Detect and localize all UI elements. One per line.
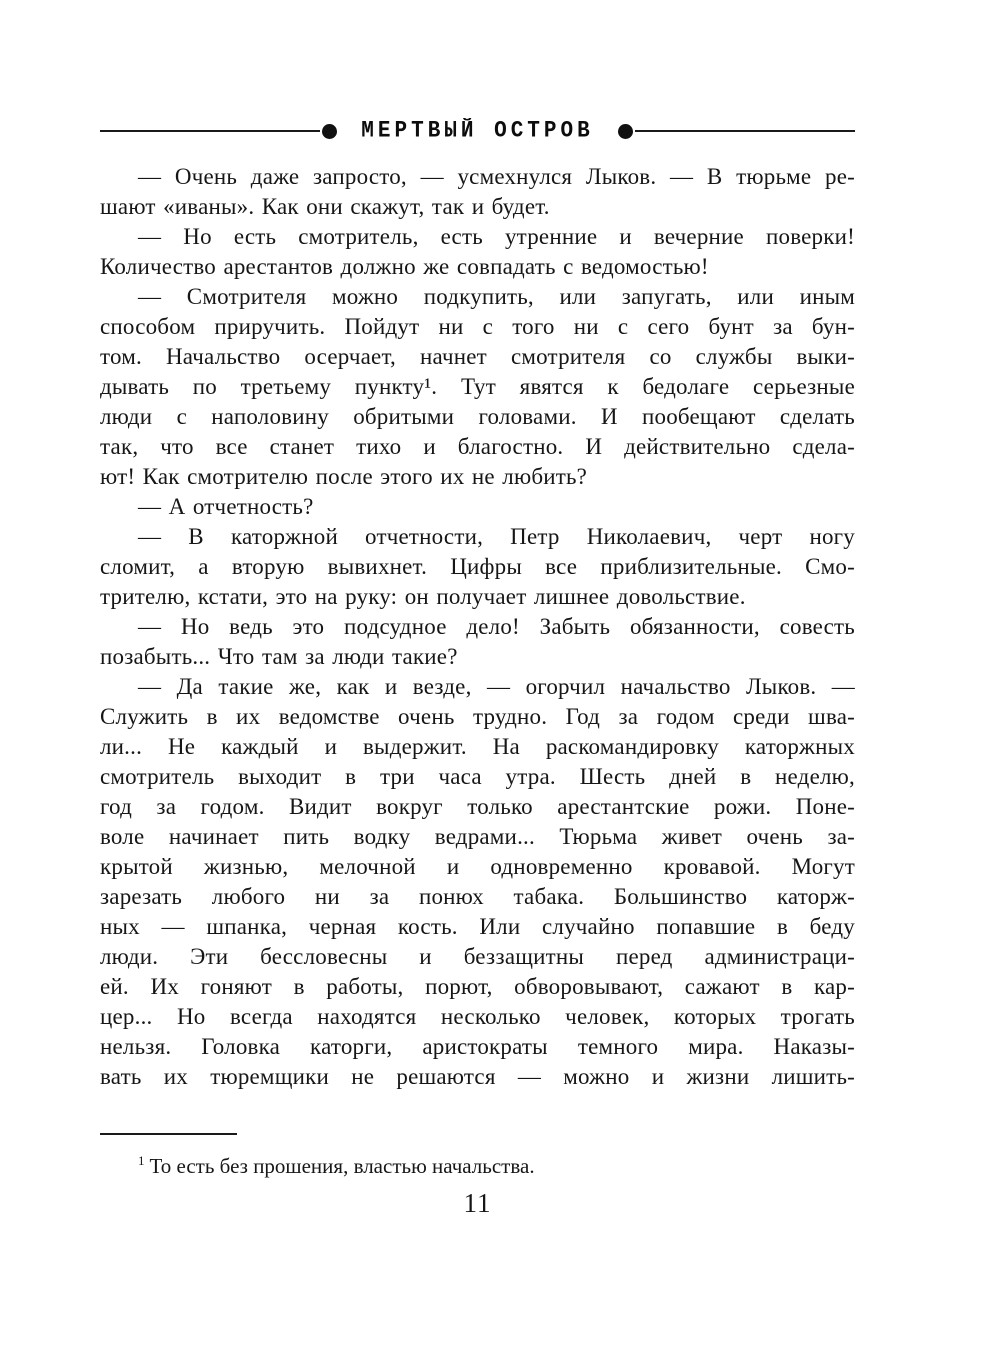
text-line: нельзя. Головка каторги, аристократы темного мира. Наказы-: [100, 1034, 855, 1059]
paragraph: [100, 492, 855, 522]
paragraph: [100, 162, 855, 222]
text-line: воле начинает пить водку ведрами... Тюрьма живет очень за-: [100, 824, 855, 849]
footnote: [100, 1147, 855, 1180]
text-line: трителю, кстати, это на руку: он получает лишнее довольствие.: [100, 584, 746, 609]
paragraph: [100, 222, 855, 282]
paragraph: [100, 672, 855, 1092]
text-line: — Очень даже запросто, — усмехнулся Лыков. — В тюрьме ре-: [138, 164, 855, 189]
bullet-dot-right-icon: [618, 124, 633, 139]
text-line: ей. Их гоняют в работы, порют, обворовывают, сажают в кар-: [100, 974, 855, 999]
text-line: сломит, а вторую вывихнет. Цифры все приблизительные. Смо-: [100, 554, 855, 579]
footnote-text: То есть без прошения, властью начальства.: [149, 1154, 535, 1178]
text-line: том. Начальство осерчает, начнет смотрителя со службы выки-: [100, 344, 855, 369]
text-line: люди. Эти бессловесны и беззащитны перед администраци-: [100, 944, 855, 969]
text-line: дывать по третьему пункту¹. Тут явятся к бедолаге серьезные: [100, 374, 855, 399]
text-line: — А отчетность?: [138, 494, 314, 519]
text-line: — Да такие же, как и везде, — огорчил начальство Лыков. —: [138, 674, 855, 699]
text-line: — Но ведь это подсудное дело! Забыть обязанности, совесть: [138, 614, 855, 639]
text-line: люди с наполовину обритыми головами. И пообещают сделать: [100, 404, 855, 429]
footnote-divider: [100, 1133, 237, 1135]
paragraph: [100, 282, 855, 492]
text-line: Служить в их ведомстве очень трудно. Год за годом среди шва-: [100, 704, 855, 729]
footnote-marker: 1: [138, 1153, 145, 1168]
text-line: — Смотрителя можно подкупить, или запугать, или иным: [138, 284, 855, 309]
page-number: 11: [463, 1188, 492, 1218]
text-line: Количество арестантов должно же совпадать с ведомостью!: [100, 254, 709, 279]
header-rule-left: [100, 130, 320, 132]
text-line: так, что все станет тихо и благостно. И действительно сдела-: [100, 434, 855, 459]
body-text: [100, 162, 855, 1092]
text-line: ли... Не каждый и выдержит. На раскомандировку каторжных: [100, 734, 855, 759]
text-line: — Но есть смотритель, есть утренние и вечерние поверки!: [138, 224, 855, 249]
text-line: зарезать любого ни за понюх табака. Большинство каторж-: [100, 884, 855, 909]
text-line: — В каторжной отчетности, Петр Николаевич, черт ногу: [138, 524, 855, 549]
text-line: ют! Как смотрителю после этого их не любить?: [100, 464, 588, 489]
text-line: вать их тюремщики не решаются — можно и жизни лишить-: [100, 1064, 855, 1089]
text-line: шают «иваны». Как они скажут, так и будет.: [100, 194, 550, 219]
text-line: позабыть... Что там за люди такие?: [100, 644, 458, 669]
text-line: цер... Но всегда находятся несколько человек, которых трогать: [100, 1004, 855, 1029]
running-head: [100, 116, 855, 146]
bullet-dot-left-icon: [322, 124, 337, 139]
text-line: крытой жизнью, мелочной и одновременно кровавой. Могут: [100, 854, 855, 879]
paragraph: [100, 522, 855, 612]
book-title: МЕРТВЫЙ ОСТРОВ: [361, 118, 594, 144]
text-line: способом приручить. Пойдут ни с того ни с сего бунт за бун-: [100, 314, 855, 339]
paragraph: [100, 612, 855, 672]
text-line: год за годом. Видит вокруг только арестантские рожи. Поне-: [100, 794, 855, 819]
text-line: ных — шпанка, черная кость. Или случайно попавшие в беду: [100, 914, 855, 939]
header-rule-right: [635, 130, 855, 132]
text-line: смотритель выходит в три часа утра. Шесть дней в неделю,: [100, 764, 855, 789]
